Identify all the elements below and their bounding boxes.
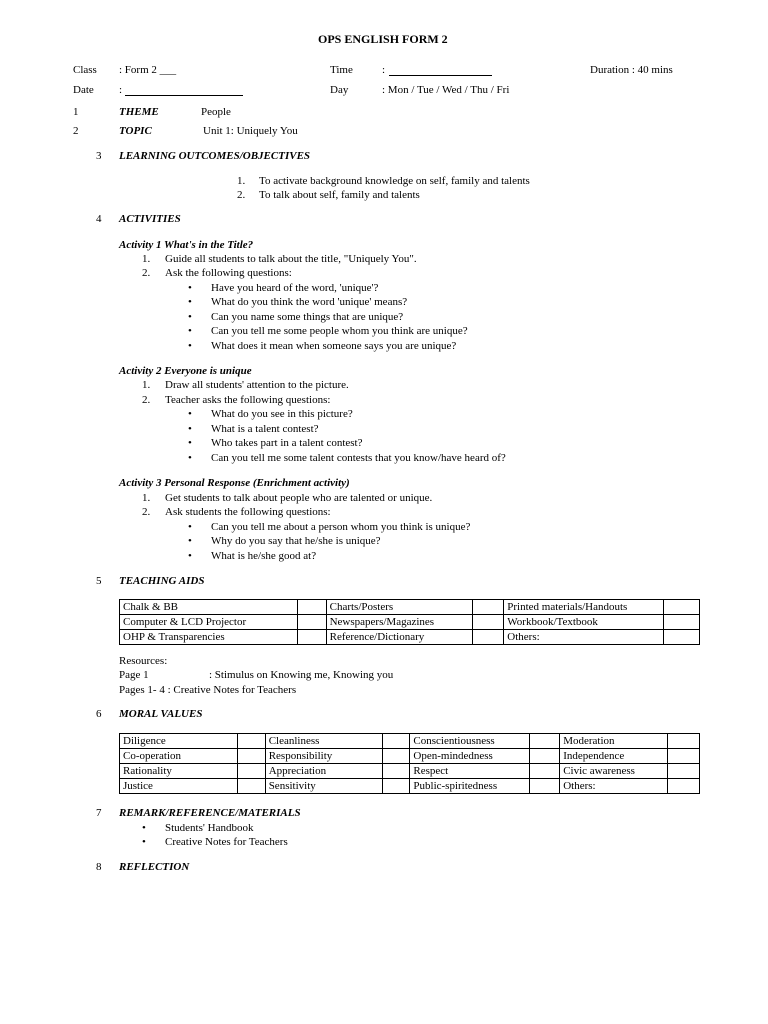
reflection-label: REFLECTION	[119, 861, 190, 873]
value-cell: Justice	[120, 779, 238, 794]
page-title: OPS ENGLISH FORM 2	[318, 32, 448, 46]
value-checkbox[interactable]	[530, 764, 560, 779]
remark-bullet-2-marker: •	[142, 836, 146, 848]
table-row	[120, 749, 700, 764]
value-checkbox[interactable]	[382, 734, 410, 749]
day-label: Day	[330, 84, 349, 96]
activity-2-bullet-1: What do you see in this picture?	[211, 408, 353, 420]
time-blank	[389, 64, 492, 80]
activity-1-bullet-1-marker: •	[188, 282, 192, 294]
activity-1-bullet-5-marker: •	[188, 340, 192, 352]
resources-page-label: Page 1	[119, 669, 149, 681]
value-checkbox[interactable]	[237, 734, 265, 749]
table-row	[120, 764, 700, 779]
moral-values-number: 6	[96, 708, 102, 720]
aid-cell: Computer & LCD Projector	[120, 615, 298, 630]
class-value: : Form 2 ___	[119, 64, 177, 76]
value-checkbox[interactable]	[237, 779, 265, 794]
value-checkbox[interactable]	[668, 749, 700, 764]
activity-3-bullet-1-marker: •	[188, 521, 192, 533]
topic-value: Unit 1: Uniquely You	[203, 125, 298, 137]
activity-1-title: Activity 1 What's in the Title?	[119, 239, 254, 251]
value-cell: Open-mindedness	[410, 749, 530, 764]
value-checkbox[interactable]	[668, 779, 700, 794]
aid-checkbox[interactable]	[664, 630, 700, 645]
activity-3-bullet-3: What is he/she good at?	[211, 550, 317, 562]
date-blank	[125, 84, 243, 100]
remark-label: REMARK/REFERENCE/MATERIALS	[119, 807, 301, 819]
activity-3-step-2-num: 2.	[142, 506, 151, 518]
activity-1-bullet-1: Have you heard of the word, 'unique'?	[211, 282, 379, 294]
theme-label: THEME	[119, 106, 159, 118]
activity-2-bullet-1-marker: •	[188, 408, 192, 420]
activity-1-bullet-4-marker: •	[188, 325, 192, 337]
outcome-item-2: To talk about self, family and talents	[259, 189, 420, 201]
value-cell: Sensitivity	[265, 779, 382, 794]
activity-3-title: Activity 3 Personal Response (Enrichment activity)	[119, 477, 350, 489]
value-checkbox[interactable]	[382, 764, 410, 779]
value-checkbox[interactable]	[237, 764, 265, 779]
value-cell: Co-operation	[120, 749, 238, 764]
aid-checkbox[interactable]	[473, 630, 504, 645]
activity-2-step-1-num: 1.	[142, 379, 151, 391]
activity-3-bullet-1: Can you tell me about a person whom you think is unique?	[211, 521, 471, 533]
aid-checkbox[interactable]	[297, 615, 326, 630]
value-checkbox[interactable]	[382, 779, 410, 794]
class-label: Class	[73, 64, 97, 76]
value-cell: Public-spiritedness	[410, 779, 530, 794]
time-label: Time	[330, 64, 353, 76]
value-checkbox[interactable]	[668, 734, 700, 749]
aid-checkbox[interactable]	[664, 600, 700, 615]
moral-values-table	[119, 733, 700, 794]
aid-checkbox[interactable]	[473, 600, 504, 615]
moral-values-label: MORAL VALUES	[119, 708, 203, 720]
activity-2-bullet-3-marker: •	[188, 437, 192, 449]
aid-checkbox[interactable]	[297, 600, 326, 615]
topic-label: TOPIC	[119, 125, 152, 137]
table-row	[120, 615, 700, 630]
value-cell: Responsibility	[265, 749, 382, 764]
value-cell: Diligence	[120, 734, 238, 749]
value-checkbox[interactable]	[668, 764, 700, 779]
aid-cell: OHP & Transparencies	[120, 630, 298, 645]
value-cell: Independence	[560, 749, 668, 764]
aid-cell: Reference/Dictionary	[326, 630, 473, 645]
activity-3-step-2: Ask students the following questions:	[165, 506, 331, 518]
value-cell: Rationality	[120, 764, 238, 779]
table-row	[120, 600, 700, 615]
theme-value: People	[201, 106, 231, 118]
aid-cell: Workbook/Textbook	[504, 615, 664, 630]
value-cell: Respect	[410, 764, 530, 779]
value-cell: Appreciation	[265, 764, 382, 779]
activity-2-title: Activity 2 Everyone is unique	[119, 365, 252, 377]
activity-2-bullet-2: What is a talent contest?	[211, 423, 319, 435]
table-row	[120, 630, 700, 645]
activity-1-step-1-num: 1.	[142, 253, 151, 265]
remark-bullet-1-marker: •	[142, 822, 146, 834]
table-row	[120, 734, 700, 749]
value-checkbox[interactable]	[530, 779, 560, 794]
aid-cell: Chalk & BB	[120, 600, 298, 615]
aid-cell: Newspapers/Magazines	[326, 615, 473, 630]
activity-3-bullet-2-marker: •	[188, 535, 192, 547]
value-checkbox[interactable]	[530, 734, 560, 749]
aid-checkbox[interactable]	[473, 615, 504, 630]
value-checkbox[interactable]	[237, 749, 265, 764]
activity-1-bullet-4: Can you tell me some people whom you think are unique?	[211, 325, 468, 337]
remark-item-1: Students' Handbook	[165, 822, 254, 834]
activity-1-step-2: Ask the following questions:	[165, 267, 292, 279]
resources-label: Resources:	[119, 655, 168, 667]
theme-number: 1	[73, 106, 79, 118]
aid-cell: Others:	[504, 630, 664, 645]
topic-number: 2	[73, 125, 79, 137]
activity-2-step-1: Draw all students' attention to the picture.	[165, 379, 349, 391]
aid-cell: Charts/Posters	[326, 600, 473, 615]
outcomes-label: LEARNING OUTCOMES/OBJECTIVES	[119, 150, 311, 162]
value-cell: Conscientiousness	[410, 734, 530, 749]
value-cell: Cleanliness	[265, 734, 382, 749]
activity-1-bullet-2: What do you think the word 'unique' means?	[211, 296, 408, 308]
duration: Duration : 40 mins	[590, 64, 673, 76]
activities-number: 4	[96, 213, 102, 225]
activities-label: ACTIVITIES	[119, 213, 181, 225]
activity-2-bullet-4: Can you tell me some talent contests that you know/have heard of?	[211, 452, 506, 464]
activity-3-bullet-2: Why do you say that he/she is unique?	[211, 535, 381, 547]
value-cell: Civic awareness	[560, 764, 668, 779]
activity-2-bullet-2-marker: •	[188, 423, 192, 435]
activity-2-bullet-4-marker: •	[188, 452, 192, 464]
date-colon: :	[119, 84, 123, 96]
teaching-aids-label: TEACHING AIDS	[119, 575, 205, 587]
outcome-item-2-num: 2.	[237, 189, 246, 201]
outcome-item-1: To activate background knowledge on self, family and talents	[259, 175, 530, 187]
aid-checkbox[interactable]	[664, 615, 700, 630]
aid-cell: Printed materials/Handouts	[504, 600, 664, 615]
activity-2-step-2-num: 2.	[142, 394, 151, 406]
activity-2-bullet-3: Who takes part in a talent contest?	[211, 437, 363, 449]
aid-checkbox[interactable]	[297, 630, 326, 645]
table-row	[120, 779, 700, 794]
value-cell: Others:	[560, 779, 668, 794]
outcome-item-1-num: 1.	[237, 175, 246, 187]
time-colon: :	[382, 64, 386, 76]
activity-1-bullet-2-marker: •	[188, 296, 192, 308]
remark-item-2: Creative Notes for Teachers	[165, 836, 288, 848]
day-value: : Mon / Tue / Wed / Thu / Fri	[382, 84, 510, 96]
value-checkbox[interactable]	[530, 749, 560, 764]
teaching-aids-table	[119, 599, 700, 645]
activity-1-bullet-3: Can you name some things that are unique?	[211, 311, 404, 323]
activity-1-bullet-3-marker: •	[188, 311, 192, 323]
resources-pages-line: Pages 1- 4 : Creative Notes for Teachers	[119, 684, 297, 696]
activity-3-step-1-num: 1.	[142, 492, 151, 504]
resources-page-text: : Stimulus on Knowing me, Knowing you	[209, 669, 394, 681]
activity-2-step-2: Teacher asks the following questions:	[165, 394, 331, 406]
outcomes-number: 3	[96, 150, 102, 162]
date-label: Date	[73, 84, 94, 96]
activity-3-step-1: Get students to talk about people who are talented or unique.	[165, 492, 433, 504]
value-cell: Moderation	[560, 734, 668, 749]
activity-1-step-2-num: 2.	[142, 267, 151, 279]
activity-3-bullet-3-marker: •	[188, 550, 192, 562]
activity-1-bullet-5: What does it mean when someone says you are unique?	[211, 340, 457, 352]
reflection-number: 8	[96, 861, 102, 873]
remark-number: 7	[96, 807, 102, 819]
value-checkbox[interactable]	[382, 749, 410, 764]
teaching-aids-number: 5	[96, 575, 102, 587]
activity-1-step-1: Guide all students to talk about the title, "Uniquely You".	[165, 253, 417, 265]
